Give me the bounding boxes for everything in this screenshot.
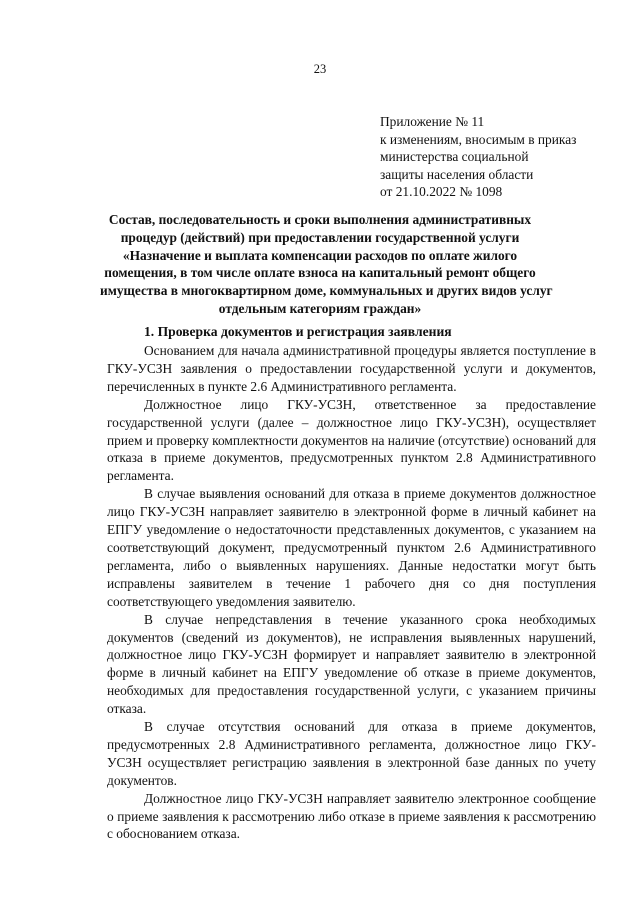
- paragraph: Основанием для начала административной процедуры является поступление в ГКУ-УСЗН заявления о предоставлении государственной услуги и документов, перечисленных в пункте 2.6 Административного регламента.: [107, 343, 596, 394]
- appendix-line: министерства социальной: [380, 149, 529, 165]
- title-line: помещения, в том числе оплате взноса на капитальный ремонт общего: [104, 265, 536, 281]
- appendix-line: Приложение № 11: [380, 114, 485, 129]
- paragraph: Должностное лицо ГКУ-УСЗН, ответственное за предоставление государственной услуги (далее – должностное лицо ГКУ-УСЗН), осуществляет прием и проверку комплектности документов на наличие (отсутствие) оснований для отказа в приеме документов, предусмотренных пунктом 2.8 Административного регламента.: [107, 396, 596, 484]
- appendix-line: защиты населения области: [380, 166, 534, 182]
- document-title: [100, 211, 553, 318]
- title-line: отдельным категориям граждан»: [218, 300, 422, 316]
- title-line: «Назначение и выплата компенсации расходов по оплате жилого: [122, 247, 518, 263]
- paragraph: В случае выявления оснований для отказа в приеме документов должностное лицо ГКУ-УСЗН направляет заявителю в электронной форме в личный кабинет на ЕПГУ уведомление о недостаточности представленных документов, с указанием на соответствующий документ, предусмотренный пунктом 2.6 Административного регламента, либо о выявленных нарушениях. Данные недостатки могут быть исправлены заявителем в течение 1 рабочего дня со дня поступления соответствующего уведомления заявителю.: [107, 486, 596, 609]
- appendix-line: от 21.10.2022 № 1098: [380, 184, 503, 200]
- page-number: 23: [313, 62, 327, 76]
- paragraph: Должностное лицо ГКУ-УСЗН направляет заявителю электронное сообщение о приеме заявления к рассмотрению либо отказе в приеме заявления к рассмотрению с обоснованием отказа.: [107, 790, 596, 842]
- section-heading: 1. Проверка документов и регистрация заявления: [144, 324, 452, 339]
- paragraph: В случае непредставления в течение указанного срока необходимых документов (сведений из документов), не исправления выявленных нарушений, должностное лицо ГКУ-УСЗН формирует и направляет заявителю в электронной форме в личный кабинет на ЕПГУ уведомление об отказе в приеме документов, необходимых для предоставления государственной услуги, с указанием причины отказа.: [107, 611, 596, 717]
- paragraph: В случае отсутствия оснований для отказа в приеме документов, предусмотренных 2.8 Административного регламента, должностное лицо ГКУ-УСЗН осуществляет регистрацию заявления в электронной базе данных по учету документов.: [107, 719, 596, 788]
- section-body: [107, 342, 596, 843]
- title-line: процедур (действий) при предоставлении государственной услуги: [120, 229, 520, 245]
- title-line: имущества в многоквартирном доме, коммунальных и других видов услуг: [100, 283, 553, 299]
- appendix-line: к изменениям, вносимым в приказ: [380, 131, 577, 147]
- title-line: Состав, последовательность и сроки выполнения административных: [108, 212, 532, 227]
- appendix-block: [380, 113, 620, 201]
